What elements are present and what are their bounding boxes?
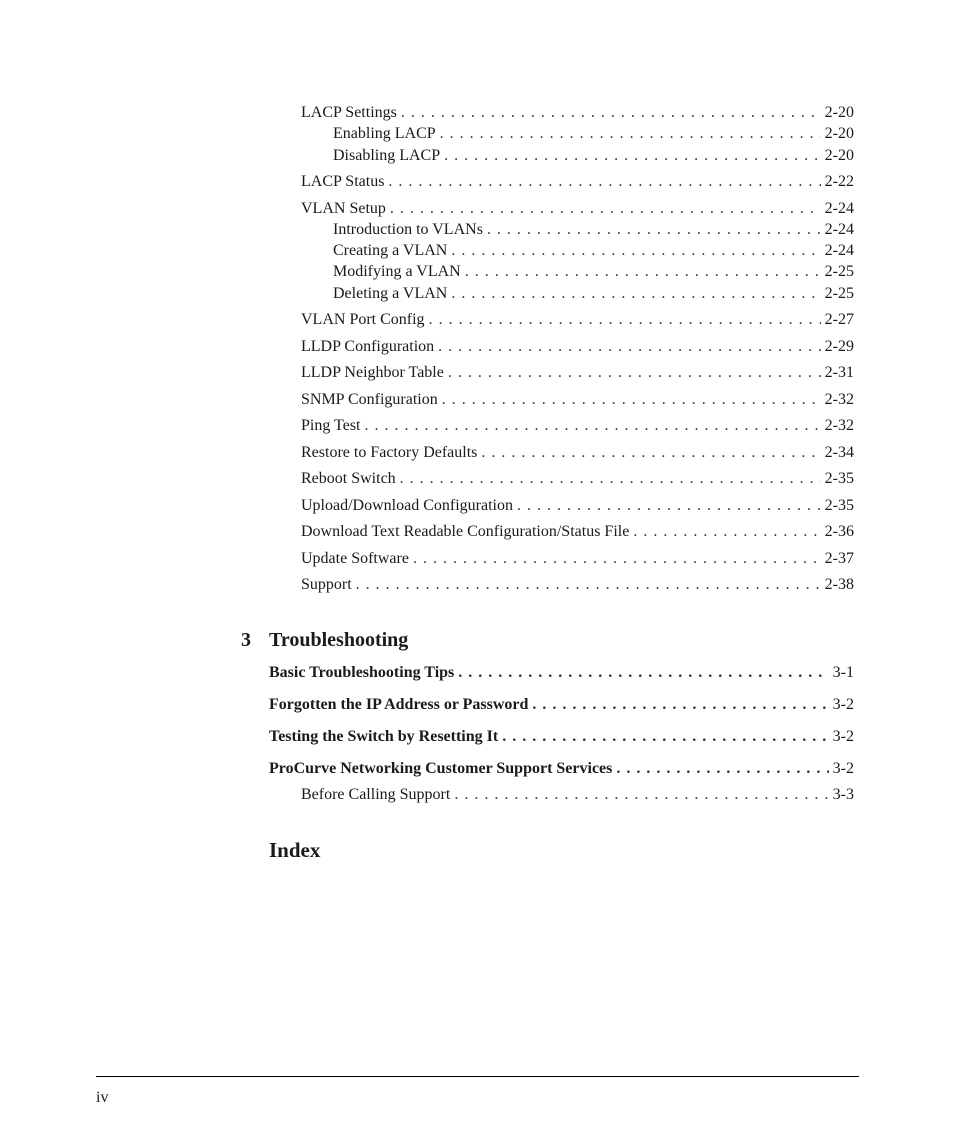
dot-leader <box>401 103 821 123</box>
toc-entry-forgotten-ip-password[interactable] <box>269 695 854 715</box>
toc-entry-enabling-lacp[interactable] <box>333 124 854 144</box>
dot-leader <box>481 443 820 463</box>
toc-entry-download-text-readable-config[interactable] <box>301 522 854 542</box>
toc-entry-title: Restore to Factory Defaults <box>301 444 478 461</box>
toc-entry-page: 2-20 <box>824 147 854 164</box>
toc-entry-support[interactable] <box>301 575 854 595</box>
toc-entry-page: 2-24 <box>824 221 854 238</box>
toc-entry-title: SNMP Configuration <box>301 391 438 408</box>
dot-leader <box>633 522 820 542</box>
toc-entry-vlan-port-config[interactable] <box>301 310 854 330</box>
toc-entry-creating-a-vlan[interactable] <box>333 241 854 261</box>
toc-entry-testing-switch-resetting[interactable] <box>269 727 854 747</box>
dot-leader <box>438 337 821 357</box>
dot-leader <box>451 284 820 304</box>
toc-entry-reboot-switch[interactable] <box>301 469 854 489</box>
dot-leader <box>429 310 821 330</box>
toc-entry-title: Forgotten the IP Address or Password <box>269 696 529 713</box>
toc-entry-page: 3-1 <box>832 664 854 681</box>
toc-entry-page: 2-25 <box>824 263 854 280</box>
toc-entry-upload-download-configuration[interactable] <box>301 496 854 516</box>
dot-leader <box>451 241 820 261</box>
dot-leader <box>440 124 821 144</box>
page-number: iv <box>96 1089 109 1106</box>
toc-entry-title: Deleting a VLAN <box>333 285 448 302</box>
dot-leader <box>458 663 828 683</box>
chapter-heading <box>241 628 408 652</box>
toc-entry-title: LACP Settings <box>301 104 397 121</box>
dot-leader <box>364 416 820 436</box>
toc-entry-title: Creating a VLAN <box>333 242 448 259</box>
toc-entry-title: Modifying a VLAN <box>333 263 461 280</box>
dot-leader <box>487 220 821 240</box>
dot-leader <box>388 172 820 192</box>
toc-entry-title: Reboot Switch <box>301 470 396 487</box>
dot-leader <box>356 575 821 595</box>
dot-leader <box>517 496 821 516</box>
toc-entry-page: 2-36 <box>824 523 854 540</box>
toc-entry-title: Enabling LACP <box>333 125 436 142</box>
dot-leader <box>454 785 828 805</box>
toc-entry-title: LLDP Neighbor Table <box>301 364 444 381</box>
toc-entry-restore-factory-defaults[interactable] <box>301 443 854 463</box>
toc-entry-deleting-a-vlan[interactable] <box>333 284 854 304</box>
toc-entry-title: Download Text Readable Configuration/Status File <box>301 523 630 540</box>
toc-entry-page: 3-2 <box>832 728 854 745</box>
toc-entry-lacp-settings[interactable] <box>301 103 854 123</box>
toc-entry-title: VLAN Port Config <box>301 311 425 328</box>
toc-entry-lacp-status[interactable] <box>301 172 854 192</box>
toc-entry-customer-support-services[interactable] <box>269 759 854 779</box>
toc-entry-page: 2-24 <box>824 242 854 259</box>
toc-entry-disabling-lacp[interactable] <box>333 146 854 166</box>
dot-leader <box>444 146 821 166</box>
dot-leader <box>616 759 828 779</box>
toc-entry-page: 3-3 <box>832 786 854 803</box>
chapter-number: 3 <box>241 629 251 651</box>
toc-entry-page: 2-35 <box>824 497 854 514</box>
toc-entry-page: 2-32 <box>824 417 854 434</box>
dot-leader <box>502 727 828 747</box>
dot-leader <box>532 695 828 715</box>
toc-entry-title: Support <box>301 576 352 593</box>
toc-entry-title: Basic Troubleshooting Tips <box>269 664 455 681</box>
toc-entry-page: 3-2 <box>832 760 854 777</box>
dot-leader <box>442 390 821 410</box>
toc-entry-lldp-configuration[interactable] <box>301 337 854 357</box>
chapter-title: Troubleshooting <box>269 629 409 651</box>
toc-entry-title: LLDP Configuration <box>301 338 435 355</box>
toc-entry-page: 2-29 <box>824 338 854 355</box>
toc-entry-page: 2-31 <box>824 364 854 381</box>
toc-entry-page: 2-32 <box>824 391 854 408</box>
toc-entry-page: 2-37 <box>824 550 854 567</box>
toc-entry-title: LACP Status <box>301 173 385 190</box>
toc-entry-page: 3-2 <box>832 696 854 713</box>
index-heading[interactable]: Index <box>269 838 321 862</box>
toc-entry-basic-troubleshooting-tips[interactable] <box>269 663 854 683</box>
toc-entry-page: 2-25 <box>824 285 854 302</box>
toc-entry-title: Before Calling Support <box>301 786 451 803</box>
footer-rule <box>96 1076 859 1077</box>
toc-entry-title: Introduction to VLANs <box>333 221 483 238</box>
toc-entry-title: Testing the Switch by Resetting It <box>269 728 499 745</box>
toc-entry-title: Disabling LACP <box>333 147 441 164</box>
toc-entry-lldp-neighbor-table[interactable] <box>301 363 854 383</box>
toc-entry-page: 2-22 <box>824 173 854 190</box>
toc-entry-snmp-configuration[interactable] <box>301 390 854 410</box>
toc-entry-page: 2-20 <box>824 125 854 142</box>
toc-entry-page: 2-35 <box>824 470 854 487</box>
toc-entry-page: 2-38 <box>824 576 854 593</box>
toc-entry-title: ProCurve Networking Customer Support Services <box>269 760 613 777</box>
toc-entry-update-software[interactable] <box>301 549 854 569</box>
toc-entry-vlan-setup[interactable] <box>301 199 854 219</box>
toc-entry-title: VLAN Setup <box>301 200 386 217</box>
toc-entry-modifying-a-vlan[interactable] <box>333 262 854 282</box>
dot-leader <box>448 363 821 383</box>
toc-entry-before-calling-support[interactable] <box>301 785 854 805</box>
toc-entry-introduction-to-vlans[interactable] <box>333 220 854 240</box>
dot-leader <box>400 469 821 489</box>
toc-entry-ping-test[interactable] <box>301 416 854 436</box>
toc-entry-page: 2-34 <box>824 444 854 461</box>
toc-entry-page: 2-20 <box>824 104 854 121</box>
toc-entry-page: 2-24 <box>824 200 854 217</box>
toc-entry-title: Update Software <box>301 550 409 567</box>
toc-entry-page: 2-27 <box>824 311 854 328</box>
toc-entry-title: Ping Test <box>301 417 361 434</box>
dot-leader <box>413 549 821 569</box>
toc-entry-title: Upload/Download Configuration <box>301 497 513 514</box>
dot-leader <box>390 199 821 219</box>
dot-leader <box>465 262 821 282</box>
